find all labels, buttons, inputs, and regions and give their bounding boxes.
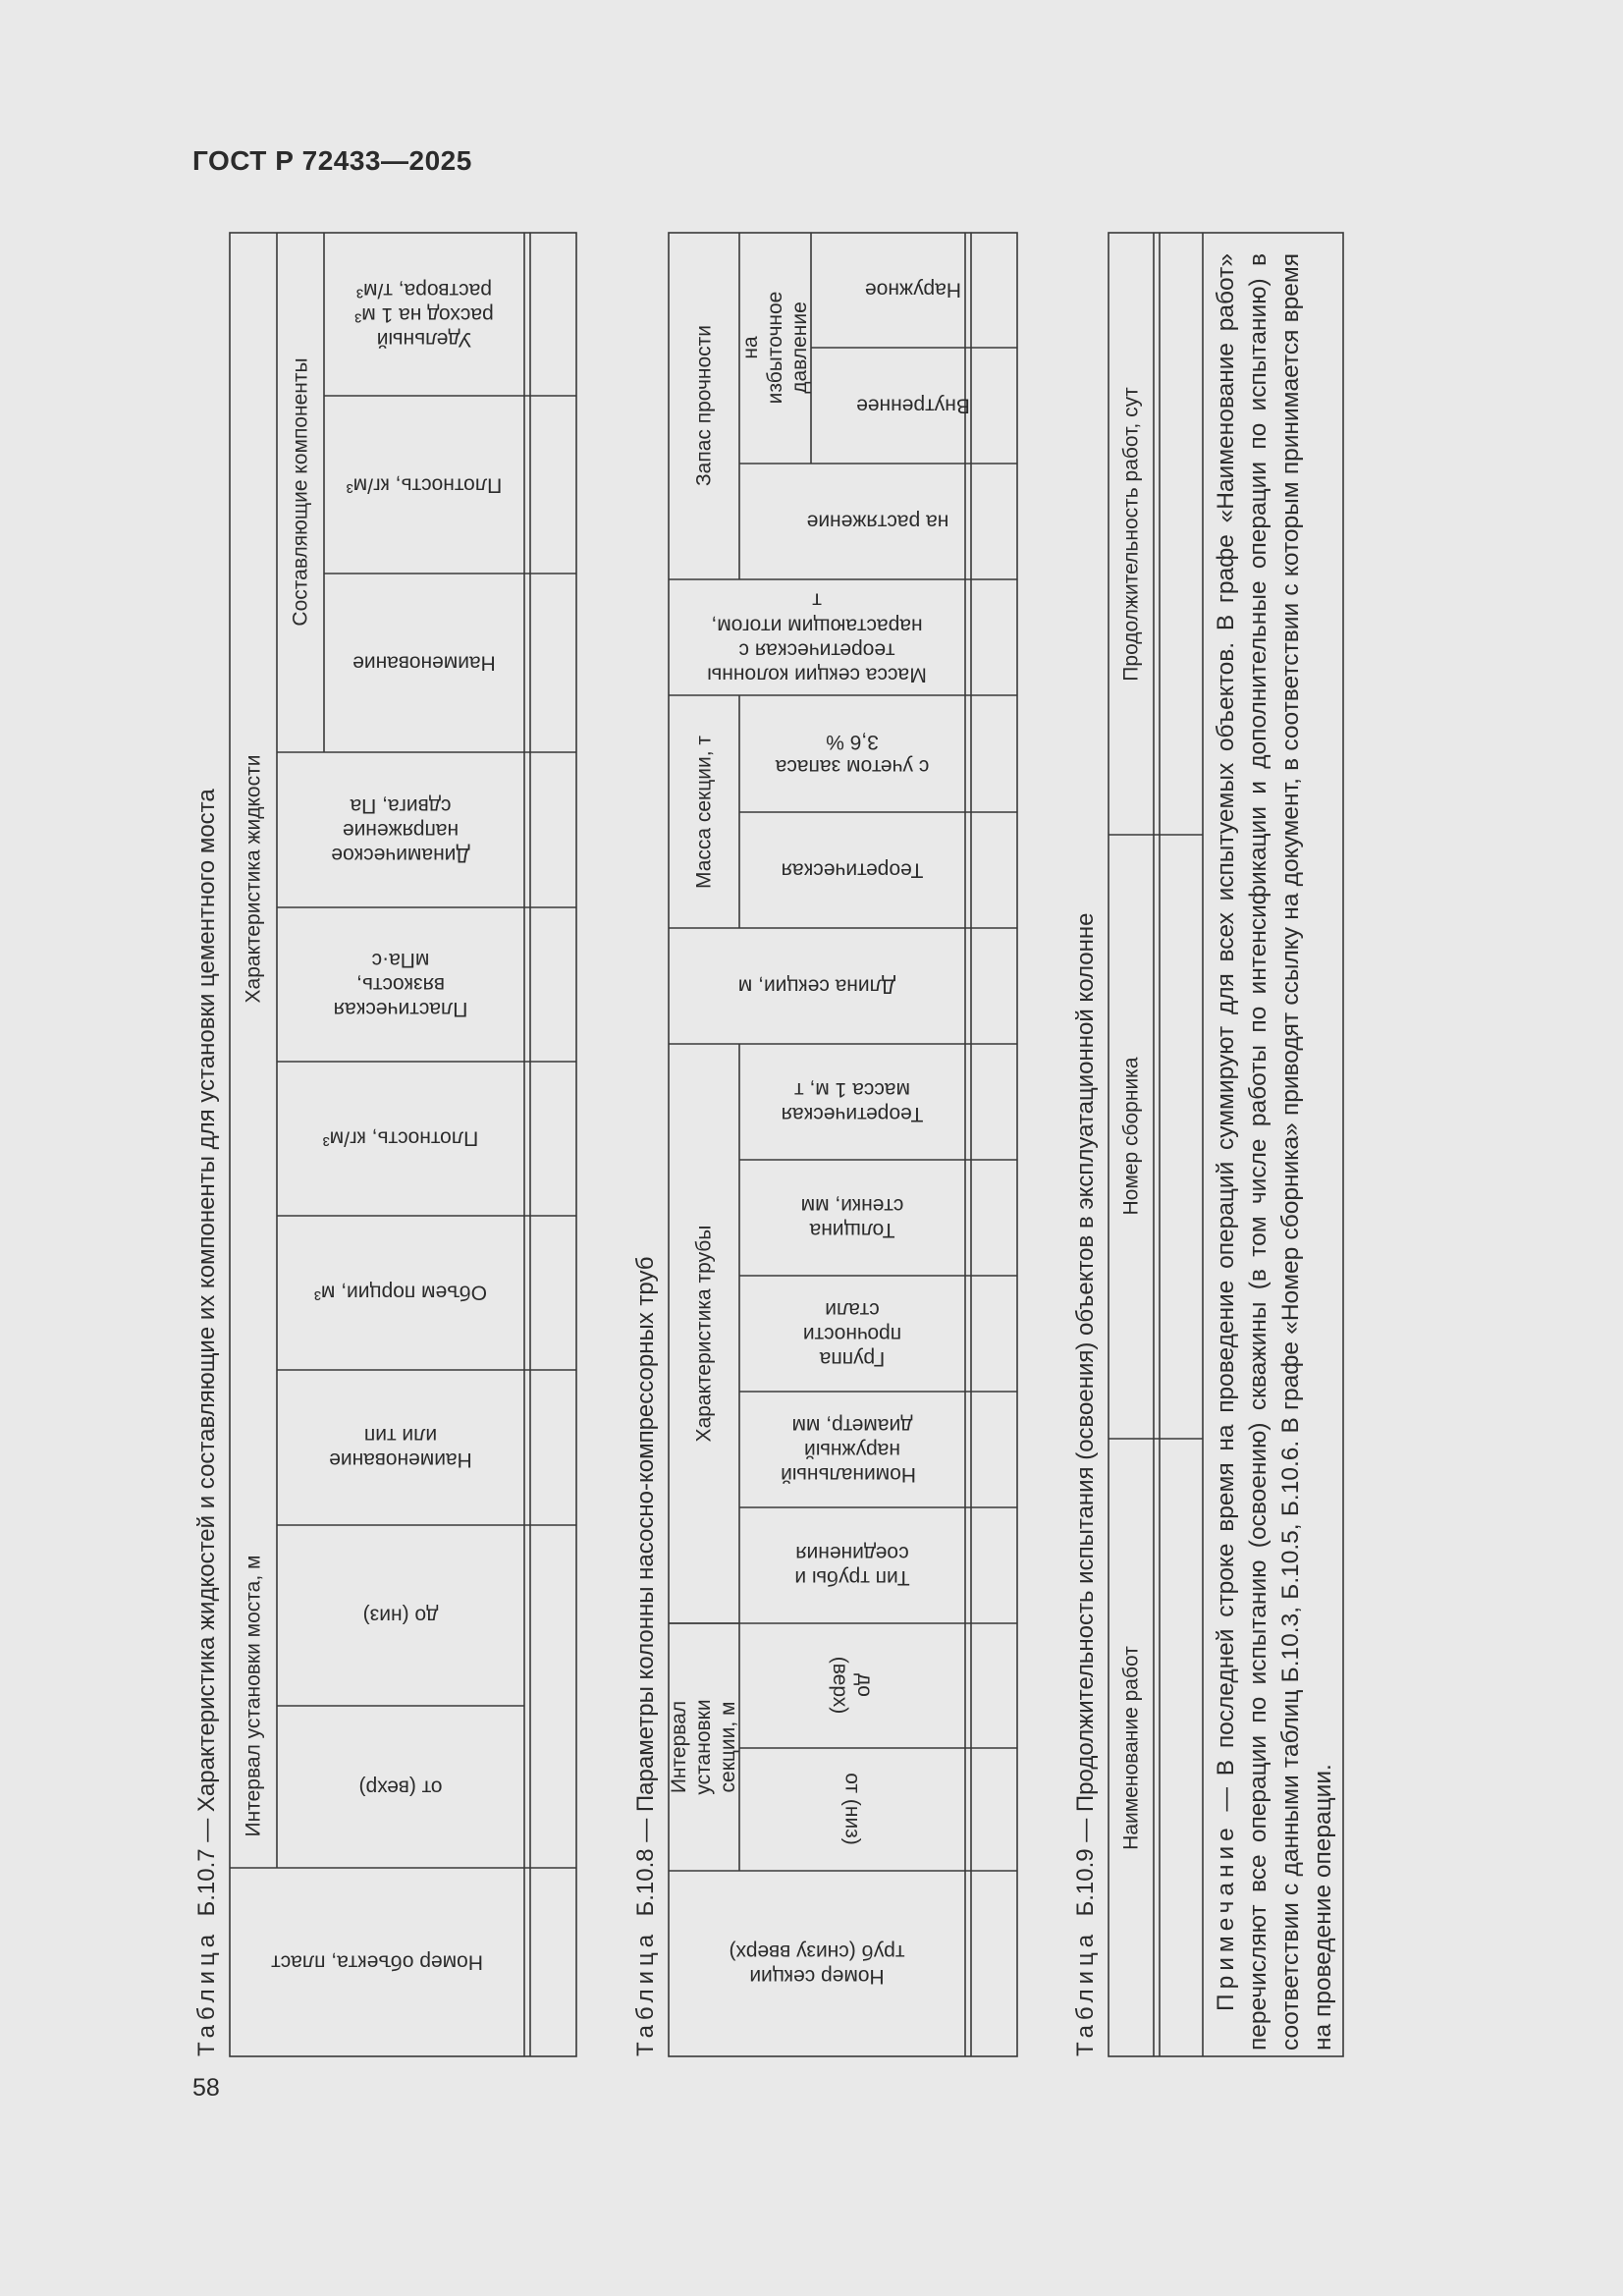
col-cumulative-mass: Масса секции колонны теоретическая с нарастающим итогом, т	[707, 588, 927, 686]
col-to-top: до (верх)	[829, 1656, 877, 1715]
table-caption-word: Таблица	[1072, 1929, 1099, 2056]
col-interval-group: Интервал установки секции, м	[668, 1699, 740, 1795]
note-label: Примечание	[1213, 1823, 1239, 2011]
col-pipe-group: Характеристика трубы	[692, 1225, 716, 1443]
col-object-number: Номер объекта, пласт	[271, 1950, 483, 1974]
col-mass-group: Масса секции, т	[692, 735, 716, 890]
col-section-number: Номер секции труб (снизу вверх)	[729, 1941, 905, 1989]
note-text: — В последней строке время на проведение операций суммируют для всех испытуемых объектов. В графе «Наименование работ» перечисляют все операции по испытанию (освоению) скважины (в том числе работы по интенсификации и дополнительные операции по испытанию) в соответствии с данными таблиц Б.10.3, Б.10.5, Б.10.6. В графе «Номер сборника» приводят ссылку на документ, в соответствии с которым принимается время на проведение операции.	[1213, 253, 1336, 2050]
col-shear-stress: Динамическое напряжение сдвига, Па	[331, 793, 470, 866]
table-b10-9-caption	[1072, 912, 1100, 2056]
col-fluid-group: Характеристика жидкости	[242, 754, 265, 1004]
col-pipe-type: Тип трубы и соединения	[794, 1542, 910, 1590]
table-b10-7-caption	[193, 789, 221, 2056]
col-density: Плотность, кг/м³	[322, 1126, 479, 1150]
col-steel-grade: Группа прочности стали	[802, 1297, 902, 1370]
col-portion-volume: Объем порции, м³	[313, 1281, 488, 1304]
col-work-name: Наименование работ	[1119, 1646, 1143, 1850]
col-interval-group: Интервал установки моста, м	[242, 1555, 265, 1837]
table-caption-text: Б.10.7 — Характеристика жидкостей и составляющие их компоненты для установки цементного моста	[193, 789, 220, 1917]
col-wall-thickness: Толщина стенки, мм	[800, 1194, 904, 1242]
col-from-top: от (вехр)	[358, 1776, 443, 1799]
table-b10-8-caption	[632, 1257, 660, 2057]
page-number: 58	[192, 2074, 220, 2102]
col-tension: на растяжение	[806, 510, 949, 533]
col-component-name: Наименование	[352, 651, 496, 675]
col-external: Наружное	[864, 278, 962, 301]
table-caption-word: Таблица	[632, 1929, 659, 2056]
table-caption-word: Таблица	[193, 1929, 220, 2056]
col-components-group: Составляющие компоненты	[289, 357, 312, 627]
col-component-density: Плотность, кг/м³	[346, 473, 503, 497]
document-number: ГОСТ Р 72433—2025	[192, 145, 472, 176]
col-duration: Продолжительность работ, сут	[1119, 387, 1143, 682]
col-specific-consumption: Удельный расход на 1 м³ раствора, т/м³	[354, 278, 494, 351]
table-caption-text: Б.10.8 — Параметры колонны насосно-компрессорных труб	[632, 1256, 659, 1917]
col-collection-number: Номер сборника	[1119, 1057, 1143, 1216]
table-caption-text: Б.10.9 — Продолжительность испытания (освоения) объектов в эксплуатационной колонне	[1072, 912, 1099, 1917]
col-plastic-viscosity: Пластическая вязкость, мПа·с	[333, 948, 468, 1020]
col-outer-diameter: Номинальный наружный диаметр, мм	[781, 1413, 916, 1486]
col-overpressure-group: на избыточное давление	[739, 291, 812, 405]
col-mass-per-m: Теоретическая масса 1 м, т	[781, 1078, 924, 1126]
col-section-length: Длина секции, м	[737, 974, 896, 998]
col-mass-reserve: с учетом запаса 3,6 %	[775, 731, 930, 779]
col-internal: Внутреннее	[856, 394, 970, 417]
col-from-bottom: от (низ)	[840, 1773, 864, 1845]
col-mass-theoretical: Теоретическая	[781, 858, 924, 882]
table-note	[1210, 253, 1339, 2050]
col-name-type: Наименование или тип	[329, 1424, 472, 1472]
col-strength-group: Запас прочности	[692, 324, 716, 487]
col-to-bottom: до (низ)	[362, 1604, 439, 1627]
